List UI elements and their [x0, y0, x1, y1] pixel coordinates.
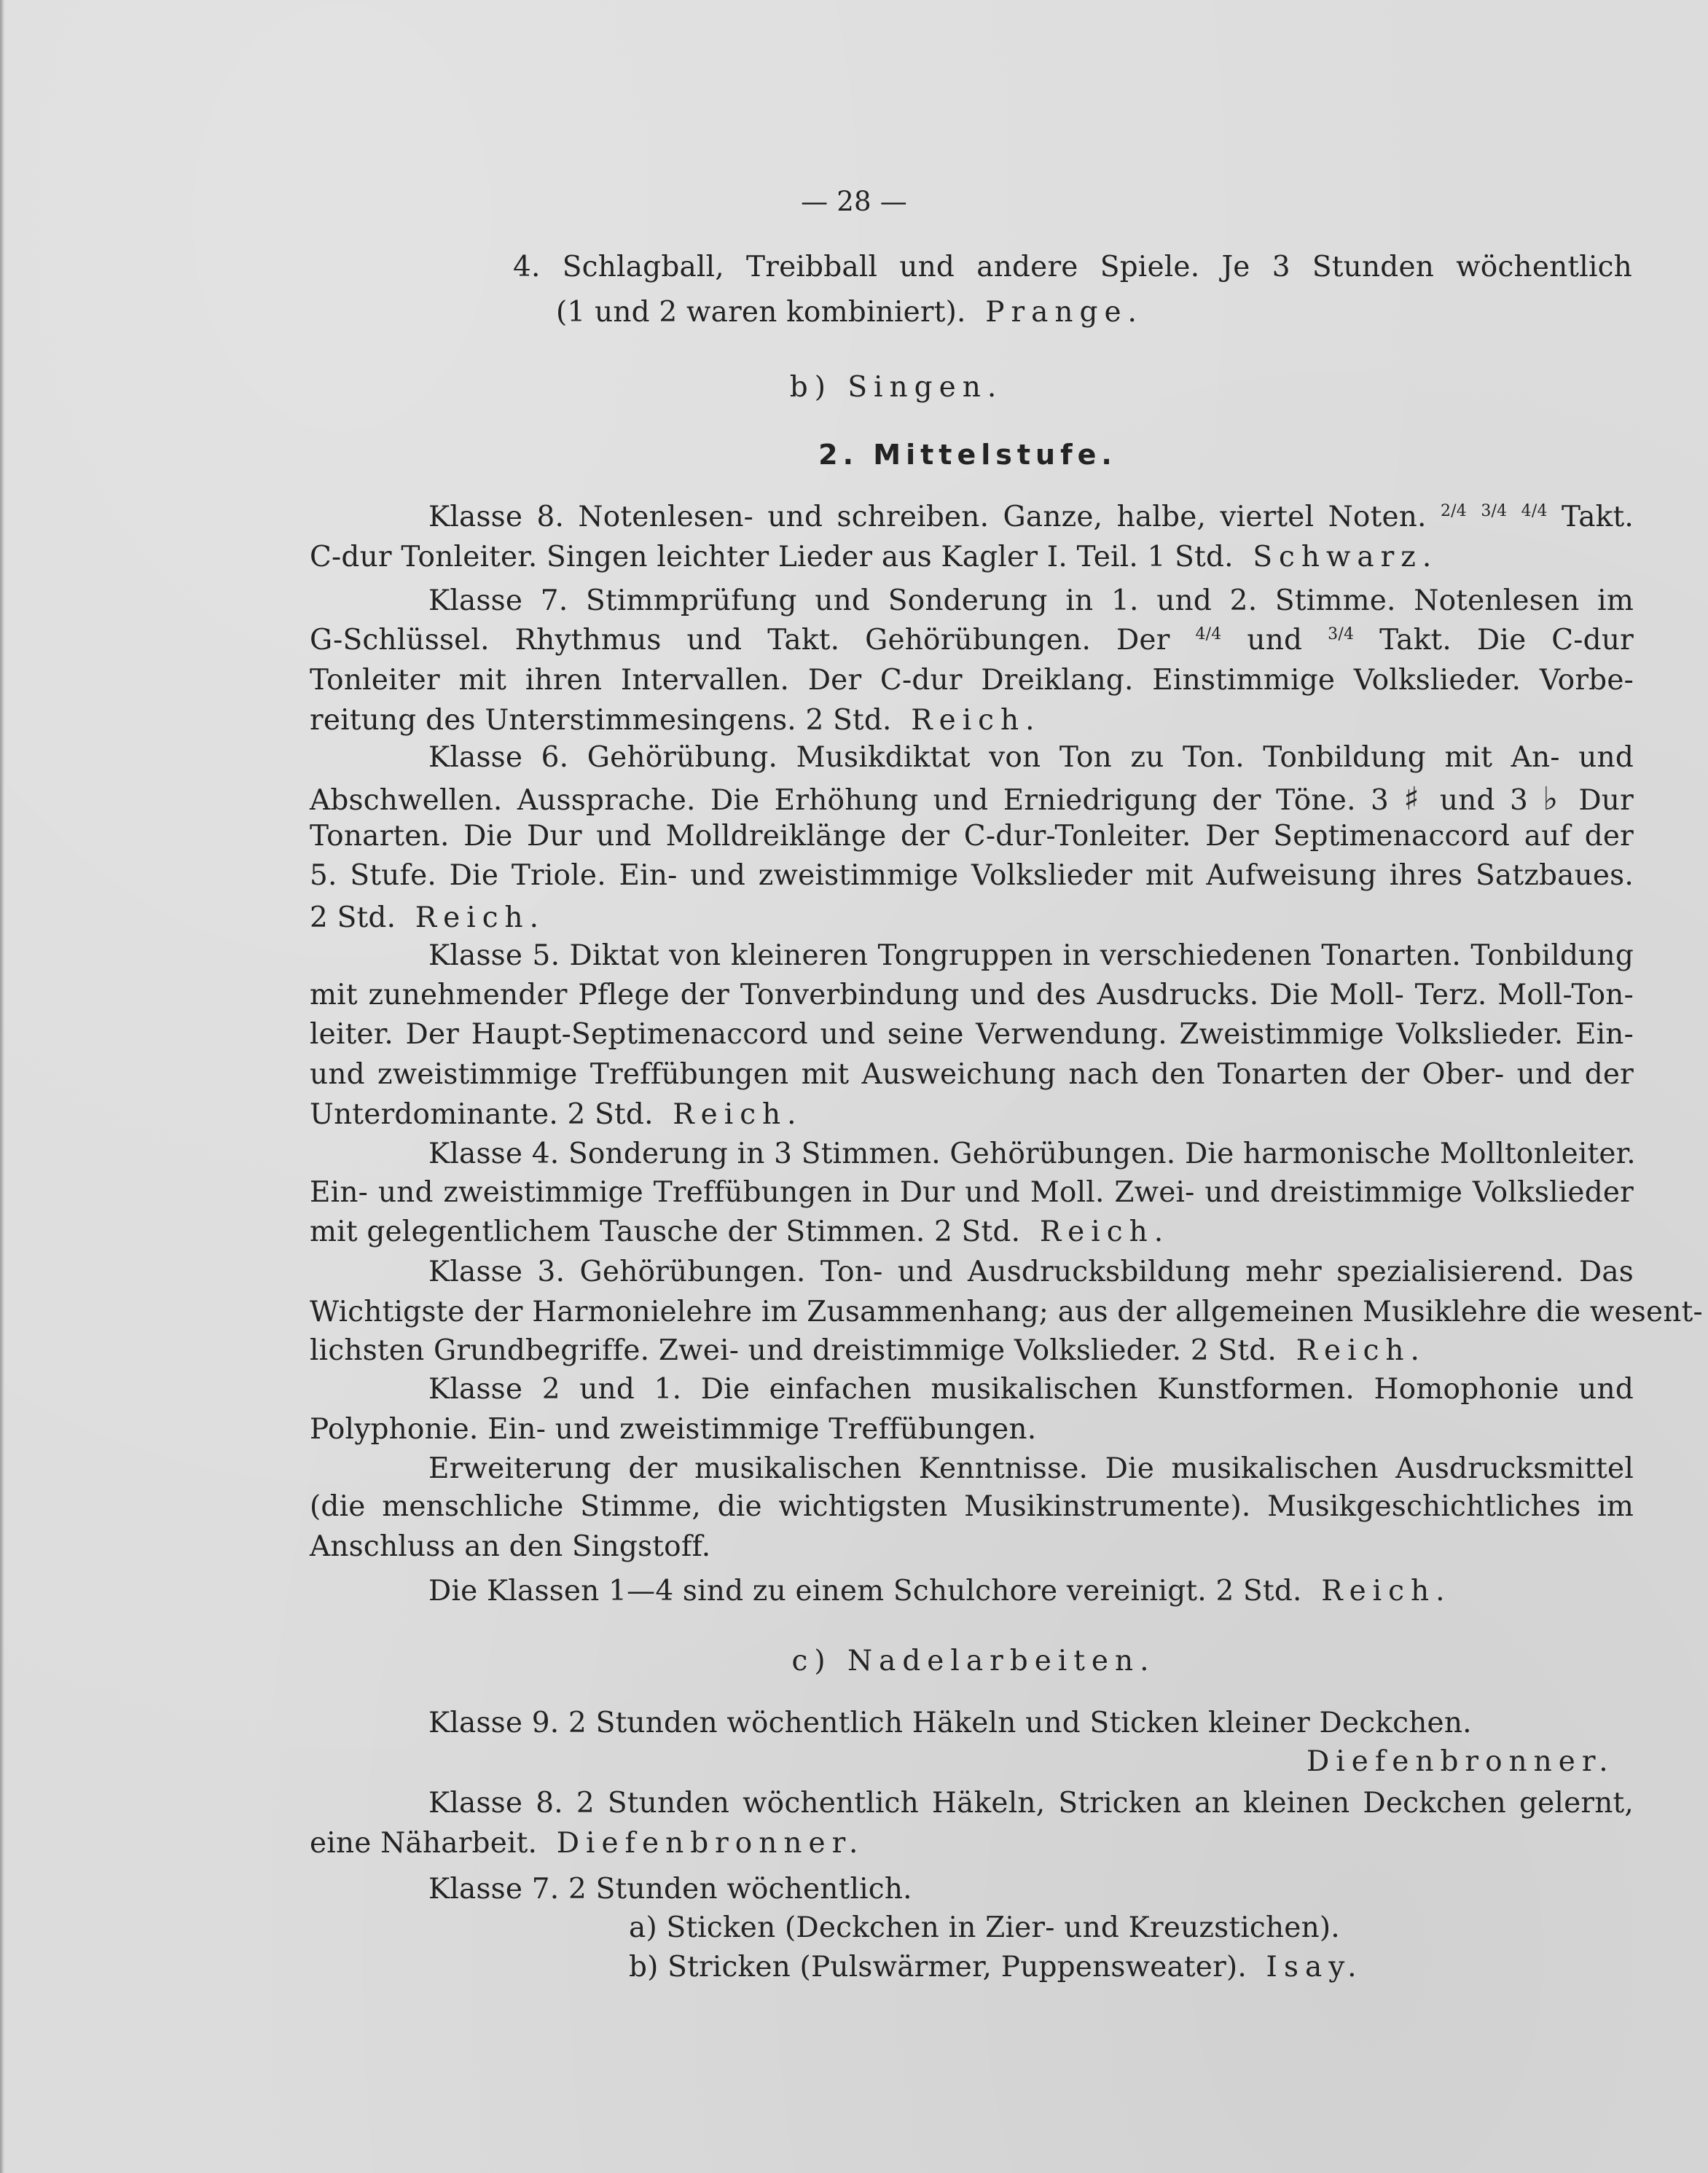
n8-line2-text: eine Näharbeit.: [310, 1827, 538, 1860]
k4-line3: [310, 1215, 1170, 1248]
k7-line2: [310, 624, 1634, 657]
k6-line2: [310, 780, 1634, 818]
k8-line2-text: C-dur Tonleiter. Singen leichter Lieder aus Kagler I. Teil. 1 Std.: [310, 541, 1234, 573]
teacher-name: Isay.: [1266, 1951, 1363, 1984]
teacher-name: Diefenbronner.: [556, 1827, 865, 1860]
fraction: 4/4: [1521, 502, 1548, 520]
k7-line4: [310, 706, 1041, 735]
k5-line5-text: Unterdominante. 2 Std.: [310, 1098, 654, 1131]
k4-line3-text: mit gelegentlichem Tausche der Stimmen. 2 Std.: [310, 1215, 1021, 1248]
n7-line3-text: b) Stricken (Pulswärmer, Puppensweater).: [629, 1951, 1247, 1984]
k7-line1: Klasse 7. Stimmprüfung und Sonderung in 1. und 2. Stimme. Notenlesen im: [428, 584, 1634, 617]
k8-fractions: [1441, 501, 1548, 533]
erw-line1: Erweiterung der musikalischen Kenntnisse. Die musikalischen Ausdrucksmittel: [428, 1452, 1634, 1485]
k7-line2-end: Takt. Die C-dur: [1379, 624, 1634, 657]
k3-line3-text: lichsten Grundbegriffe. Zwei- und dreistimmige Volkslieder. 2 Std.: [310, 1334, 1277, 1367]
teacher-name: Schwarz.: [1253, 541, 1438, 573]
fraction: 3/4: [1328, 625, 1355, 643]
fraction: 4/4: [1195, 625, 1222, 643]
section-heading-nadelarbeiten: c) Nadelarbeiten.: [791, 1645, 1156, 1677]
k3-line1: Klasse 3. Gehörübungen. Ton- und Ausdrucksbildung mehr spezialisierend. Das: [428, 1256, 1634, 1288]
fraction: 3/4: [1481, 502, 1508, 520]
teacher-name: Reich.: [911, 704, 1041, 737]
k3-line2: Wichtigste der Harmonielehre im Zusammenhang; aus der allgemeinen Musiklehre die wesent-: [310, 1296, 1703, 1328]
k6-line2-und: und 3: [1439, 784, 1529, 817]
k8-line1: [428, 503, 1634, 531]
chor-line1-text: Die Klassen 1—4 sind zu einem Schulchore vereinigt. 2 Std.: [428, 1575, 1302, 1608]
k6-line2-text: Abschwellen. Aussprache. Die Erhöhung und Erniedrigung der Töne. 3: [310, 784, 1389, 817]
k8-line2: [310, 543, 1438, 571]
k5-line4: und zweistimmige Treffübungen mit Ausweichung nach den Tonarten der Ober- und der: [310, 1058, 1634, 1091]
k7-line3: Tonleiter mit ihren Intervallen. Der C-dur Dreiklang. Einstimmige Volkslieder. Vorbe-: [310, 664, 1634, 697]
teacher-name: Reich.: [415, 901, 546, 934]
subsection-heading-mittelstufe: 2. Mittelstufe.: [818, 439, 1117, 471]
k7-line2-und: und: [1247, 624, 1303, 657]
erw-line2: (die menschliche Stimme, die wichtigsten Musikinstrumente). Musikgeschichtliches im: [310, 1490, 1634, 1523]
k4-line1: Klasse 4. Sonderung in 3 Stimmen. Gehörübungen. Die harmonische Molltonleiter.: [428, 1138, 1636, 1170]
k7-line2-text: G-Schlüssel. Rhythmus und Takt. Gehörübungen. Der: [310, 624, 1170, 657]
teacher-name: Reich.: [1296, 1334, 1426, 1367]
k6-line4: 5. Stufe. Die Triole. Ein- und zweistimmige Volkslieder mit Aufweisung ihres Satzbaues.: [310, 859, 1634, 892]
k5-line3: leiter. Der Haupt-Septimenaccord und seine Verwendung. Zweistimmige Volkslieder. Ein-: [310, 1018, 1634, 1051]
item4-line2-text: (1 und 2 waren kombiniert).: [556, 296, 966, 329]
teacher-name: Reich.: [1039, 1215, 1170, 1248]
k6-line2-end: Dur: [1578, 784, 1634, 817]
k3-line3: [310, 1336, 1426, 1365]
n7-line1: Klasse 7. 2 Stunden wöchentlich.: [428, 1873, 912, 1906]
k5-line2: mit zunehmender Pflege der Tonverbindung und des Ausdrucks. Die Moll- Terz. Moll-Ton-: [310, 979, 1634, 1011]
n9-line1: Klasse 9. 2 Stunden wöchentlich Häkeln und Sticken kleiner Deckchen.: [428, 1707, 1472, 1739]
teacher-name: Diefenbronner.: [1307, 1745, 1615, 1778]
k6-line1: Klasse 6. Gehörübung. Musikdiktat von Ton zu Ton. Tonbildung mit An- und: [428, 741, 1634, 774]
item4-line1: 4. Schlagball, Treibball und andere Spiele. Je 3 Stunden wöchentlich: [513, 251, 1632, 283]
k21-line1: Klasse 2 und 1. Die einfachen musikalischen Kunstformen. Homophonie und: [428, 1373, 1634, 1406]
n7-line2: a) Sticken (Deckchen in Zier- und Kreuzstichen).: [629, 1911, 1340, 1944]
teacher-name: Reich.: [1321, 1575, 1452, 1608]
k5-line1: Klasse 5. Diktat von kleineren Tongruppen in verschiedenen Tonarten. Tonbildung: [428, 939, 1634, 972]
teacher-name: Reich.: [673, 1098, 803, 1131]
flat-symbol: ♭: [1543, 780, 1564, 818]
page-edge-shadow: [0, 0, 4, 2173]
erw-line3: Anschluss an den Singstoff.: [310, 1530, 711, 1563]
sharp-symbol: ♯: [1403, 780, 1425, 818]
n8-line2: [310, 1827, 865, 1860]
k5-line5: [310, 1100, 803, 1129]
k8-line1-end: Takt.: [1562, 501, 1634, 533]
k6-line5-text: 2 Std.: [310, 901, 396, 934]
chor-line1: [428, 1575, 1452, 1608]
k6-line3: Tonarten. Die Dur und Molldreiklänge der C-dur-Tonleiter. Der Septimenaccord auf der: [310, 820, 1634, 853]
page-number: — 28 —: [801, 186, 907, 217]
fraction: 2/4: [1440, 502, 1467, 520]
teacher-name: Prange.: [985, 296, 1143, 329]
k4-line2: Ein- und zweistimmige Treffübungen in Dur und Moll. Zwei- und dreistimmige Volkslieder: [310, 1176, 1634, 1209]
n7-line3: [629, 1951, 1363, 1984]
n8-line1: Klasse 8. 2 Stunden wöchentlich Häkeln, Stricken an kleinen Deckchen gelernt,: [428, 1787, 1634, 1820]
k6-line5: [310, 901, 546, 934]
k7-line4-text: reitung des Unterstimmesingens. 2 Std.: [310, 704, 892, 737]
section-heading-singen: b) Singen.: [789, 371, 1003, 404]
k21-line2: Polyphonie. Ein- und zweistimmige Treffübungen.: [310, 1413, 1037, 1446]
k8-line1-text: Klasse 8. Notenlesen- und schreiben. Ganze, halbe, viertel Noten.: [428, 501, 1427, 533]
item4-line2: [556, 296, 1143, 329]
